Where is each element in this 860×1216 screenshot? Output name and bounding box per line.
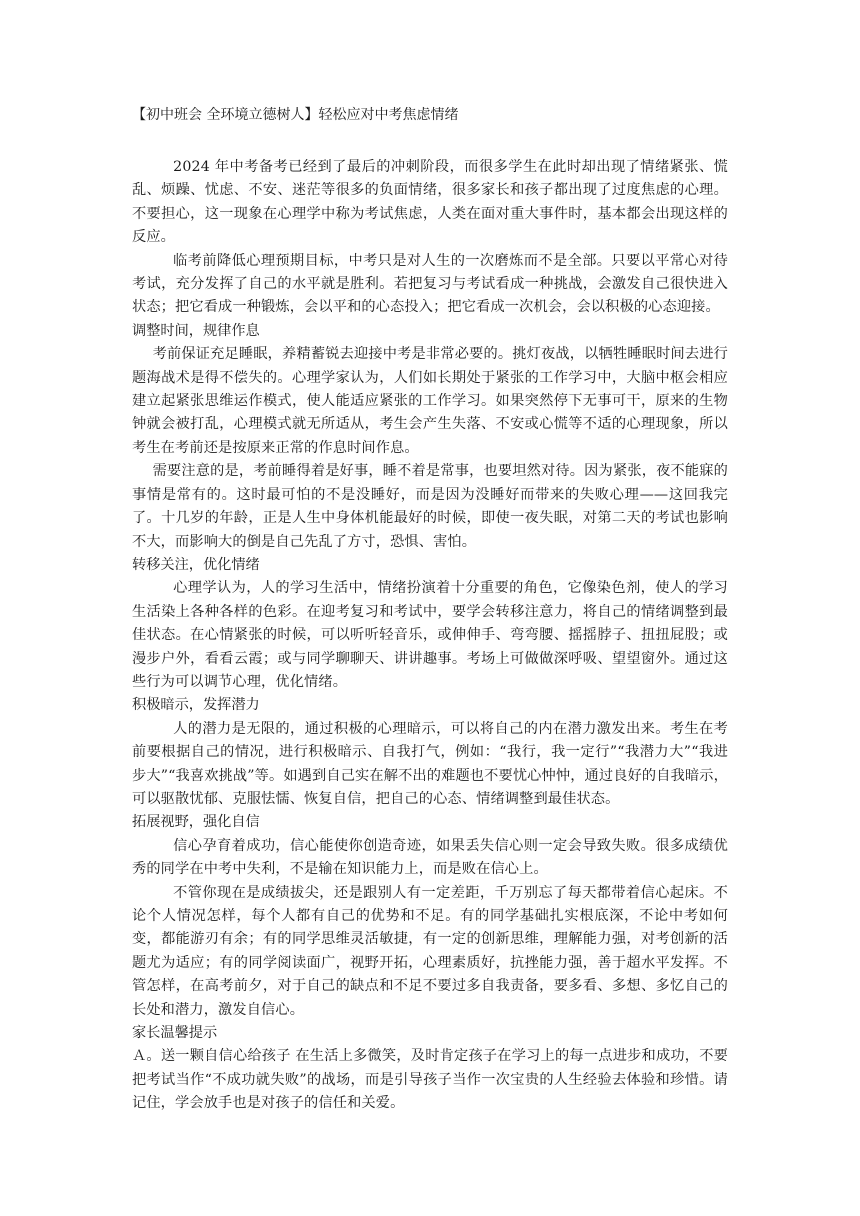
section-heading-potential: 积极暗示，发挥潜力 [132, 697, 260, 714]
section-heading-emotion: 转移关注，优化情绪 [132, 556, 260, 573]
paragraph-potential: 人的潜力是无限的，通过积极的心理暗示，可以将自己的内在潜力激发出来。考生在考前要根据自己的情况，进行积极暗示、自我打气，例如：“我行，我一定行”“我潜力大”“我进步大”“我喜欢挑战”等。如遇到自己实在解不出的难题也不要忧心忡忡，通过良好的自我暗示，可以驱散忧郁、克服怯懦、恢复自信，把自己的心态、情绪调整到最佳状态。 [132, 720, 728, 807]
document-title: 【初中班会 全环境立德树人】轻松应对中考焦虑情绪 [132, 107, 459, 123]
paragraph-strengths: 不管你现在是成绩拔尖，还是跟别人有一定差距，千万别忘了每天都带着信心起床。不论个人情况怎样，每个人都有自己的优势和不足。有的同学基础扎实根底深，不论中考如何变，都能游刃有余；有的同学思维灵活敏捷，有一定的创新思维，理解能力强，对考创新的活题尤为适应；有的同学阅读面广，视野开拓，心理素质好，抗挫能力强，善于超水平发挥。不管怎样，在高考前夕，对于自己的缺点和不足不要过多自我责备，要多看、多想、多忆自己的长处和潜力，激发自信心。 [132, 884, 728, 1018]
section-heading-schedule: 调整时间，规律作息 [132, 322, 260, 339]
paragraph-expectation: 临考前降低心理预期目标，中考只是对人生的一次磨炼而不是全部。只要以平常心对待考试，充分发挥了自己的水平就是胜利。若把复习与考试看成一种挑战，会激发自己很快进入状态；把它看成一种锻炼，会以平和的心态投入；把它看成一次机会，会以积极的心态迎接。 [132, 252, 728, 316]
paragraph-sleep: 考前保证充足睡眠，养精蓄锐去迎接中考是非常必要的。挑灯夜战，以牺牲睡眠时间去进行题海战术是得不偿失的。心理学家认为，人们如长期处于紧张的工作学习中，大脑中枢会相应建立起紧张思维运作模式，使人能适应紧张的工作学习。如果突然停下无事可干，原来的生物钟就会被打乱，心理模式就无所适从，考生会产生失落、不安或心慌等不适的心理现象，所以考生在考前还是按原来正常的作息时间作息。 [132, 346, 728, 456]
section-heading-parents: 家长温馨提示 [132, 1025, 218, 1042]
paragraph-intro: 2024 年中考备考已经到了最后的冲刺阶段，而很多学生在此时却出现了情绪紧张、慌乱、烦躁、忧虑、不安、迷茫等很多的负面情绪，很多家长和孩子都出现了过度焦虑的心理。不要担心，这一现象在心理学中称为考试焦虑，人类在面对重大事件时，基本都会出现这样的反应。 [132, 159, 728, 246]
paragraph-parent-tip-a: Ａ。送一颗自信心给孩子 在生活上多微笑，及时肯定孩子在学习上的每一点进步和成功，不要把考试当作“不成功就失败”的战场，而是引导孩子当作一次宝贵的人生经验去体验和珍惜。请记住，学会放手也是对孩子的信任和关爱。 [132, 1048, 728, 1112]
paragraph-insomnia: 需要注意的是，考前睡得着是好事，睡不着是常事，也要坦然对待。因为紧张，夜不能寐的事情是常有的。这时最可怕的不是没睡好，而是因为没睡好而带来的失败心理——这回我完了。十几岁的年龄，正是人生中身体机能最好的时候，即使一夜失眠，对第二天的考试也影响不大，而影响大的倒是自己先乱了方寸，恐惧、害怕。 [132, 463, 728, 550]
paragraph-confidence: 信心孕育着成功，信心能使你创造奇迹，如果丢失信心则一定会导致失败。很多成绩优秀的同学在中考中失利，不是输在知识能力上，而是败在信心上。 [132, 837, 728, 878]
paragraph-emotion: 心理学认为，人的学习生活中，情绪扮演着十分重要的角色，它像染色剂，使人的学习生活染上各种各样的色彩。在迎考复习和考试中，要学会转移注意力，将自己的情绪调整到最佳状态。在心情紧张的时候，可以听听轻音乐，或伸伸手、弯弯腰、摇摇脖子、扭扭屁股；或漫步户外，看看云霞；或与同学聊聊天、讲讲趣事。考场上可做做深呼吸、望望窗外。通过这些行为可以调节心理，优化情绪。 [132, 580, 728, 690]
section-heading-confidence: 拓展视野，强化自信 [132, 814, 260, 831]
